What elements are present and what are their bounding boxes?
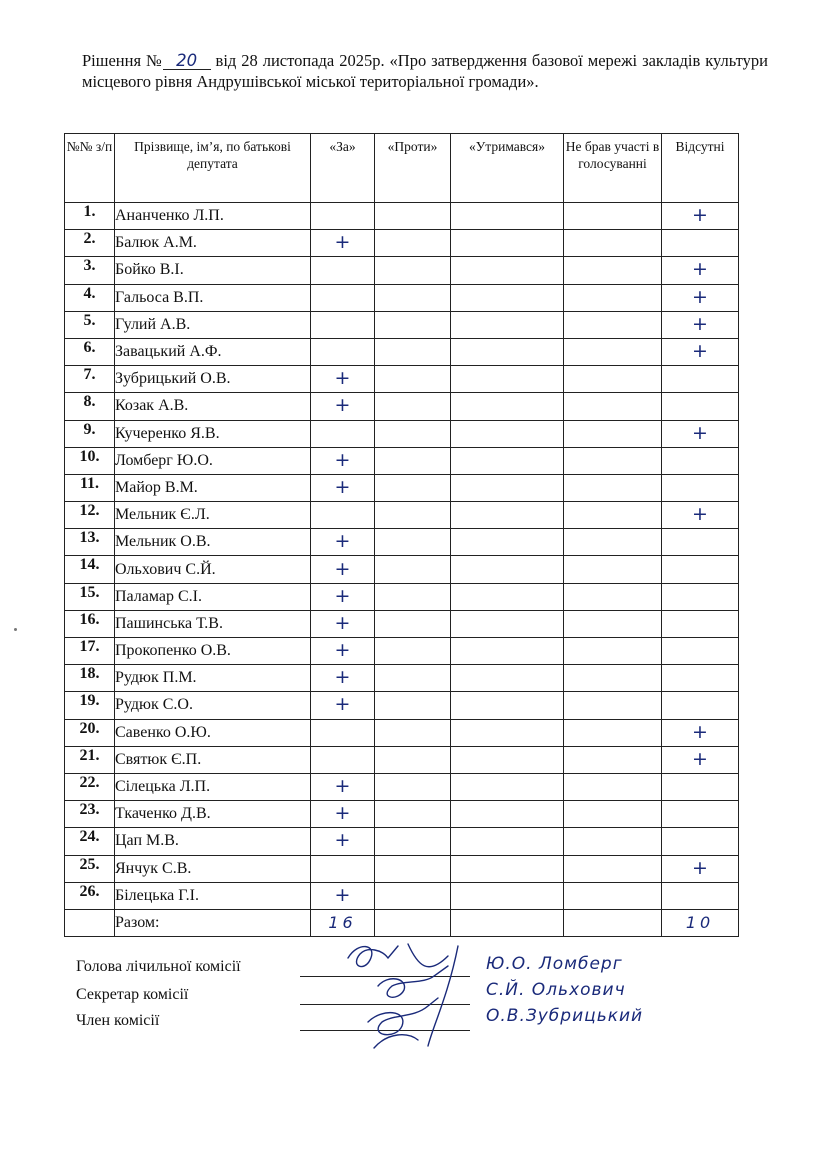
total-num-cell (65, 909, 115, 936)
cell-not-voted (564, 556, 662, 583)
vote-mark: + (334, 367, 351, 390)
cell-for (311, 393, 375, 420)
row-number: 10. (65, 447, 115, 474)
vote-mark: + (334, 611, 351, 634)
vote-mark: + (692, 312, 708, 335)
cell-not-voted (564, 502, 662, 529)
cell-absent (662, 882, 739, 909)
vote-mark: + (334, 775, 351, 798)
cell-not-voted (564, 773, 662, 800)
cell-against (375, 338, 451, 365)
secretary-name: С.Й. Ольхович (486, 980, 626, 1000)
row-number: 25. (65, 855, 115, 882)
deputy-name: Рудюк С.О. (115, 692, 311, 719)
cell-against (375, 855, 451, 882)
vote-mark: + (692, 204, 708, 227)
row-number: 8. (65, 393, 115, 420)
cell-abstain (451, 366, 564, 393)
cell-not-voted (564, 203, 662, 230)
cell-absent (662, 447, 739, 474)
cell-not-voted (564, 311, 662, 338)
table-row (65, 855, 739, 882)
cell-not-voted (564, 855, 662, 882)
cell-abstain (451, 203, 564, 230)
deputy-name: Савенко О.Ю. (115, 719, 311, 746)
cell-for (311, 882, 375, 909)
cell-abstain (451, 447, 564, 474)
deputy-name: Сілецька Л.П. (115, 773, 311, 800)
cell-against (375, 583, 451, 610)
cell-abstain (451, 529, 564, 556)
cell-absent (662, 203, 739, 230)
vote-mark: + (692, 856, 708, 879)
row-number: 13. (65, 529, 115, 556)
table-row (65, 447, 739, 474)
row-number: 1. (65, 203, 115, 230)
cell-abstain (451, 338, 564, 365)
cell-for (311, 828, 375, 855)
decision-heading (82, 50, 768, 92)
cell-for (311, 420, 375, 447)
cell-not-voted (564, 638, 662, 665)
vote-mark: + (692, 720, 708, 743)
cell-not-voted (564, 719, 662, 746)
cell-against (375, 284, 451, 311)
row-number: 18. (65, 665, 115, 692)
table-row (65, 719, 739, 746)
cell-abstain (451, 257, 564, 284)
deputy-name: Святюк Є.П. (115, 746, 311, 773)
cell-for (311, 338, 375, 365)
cell-absent (662, 638, 739, 665)
cell-not-voted (564, 420, 662, 447)
vote-mark: + (334, 530, 351, 553)
deputy-name: Завацький А.Ф. (115, 338, 311, 365)
cell-absent (662, 338, 739, 365)
deputy-name: Бойко В.І. (115, 257, 311, 284)
row-number: 26. (65, 882, 115, 909)
vote-mark: + (334, 693, 351, 716)
cell-absent (662, 420, 739, 447)
deputy-name: Пашинська Т.В. (115, 610, 311, 637)
vote-mark: + (334, 829, 351, 852)
deputy-name: Мельник Є.Л. (115, 502, 311, 529)
deputy-name: Паламар С.І. (115, 583, 311, 610)
cell-against (375, 311, 451, 338)
cell-abstain (451, 746, 564, 773)
header-name: Прізвище, ім’я, по батькові депутата (115, 134, 311, 203)
cell-abstain (451, 855, 564, 882)
total-abstain (451, 909, 564, 936)
cell-not-voted (564, 230, 662, 257)
cell-against (375, 610, 451, 637)
member-label: Член комісії (76, 1012, 160, 1029)
vote-mark: + (334, 557, 351, 580)
cell-against (375, 420, 451, 447)
vote-mark: + (334, 231, 351, 254)
row-number: 4. (65, 284, 115, 311)
deputy-name: Цап М.В. (115, 828, 311, 855)
deputy-name: Ломберг Ю.О. (115, 447, 311, 474)
cell-absent (662, 366, 739, 393)
cell-abstain (451, 311, 564, 338)
cell-abstain (451, 502, 564, 529)
cell-for (311, 773, 375, 800)
table-row (65, 801, 739, 828)
cell-against (375, 230, 451, 257)
cell-absent (662, 556, 739, 583)
cell-against (375, 502, 451, 529)
secretary-label: Секретар комісії (76, 986, 189, 1003)
cell-not-voted (564, 583, 662, 610)
cell-abstain (451, 610, 564, 637)
row-number: 7. (65, 366, 115, 393)
decision-number: 20 (163, 52, 211, 70)
cell-absent (662, 773, 739, 800)
row-number: 24. (65, 828, 115, 855)
row-number: 6. (65, 338, 115, 365)
cell-for (311, 203, 375, 230)
cell-not-voted (564, 692, 662, 719)
cell-absent (662, 502, 739, 529)
table-row (65, 502, 739, 529)
cell-against (375, 393, 451, 420)
header-not-voted: Не брав участі в голосуванні (564, 134, 662, 203)
cell-absent (662, 257, 739, 284)
cell-for (311, 638, 375, 665)
row-number: 22. (65, 773, 115, 800)
deputy-name: Янчук С.В. (115, 855, 311, 882)
table-row (65, 665, 739, 692)
row-number: 9. (65, 420, 115, 447)
header-against: «Проти» (375, 134, 451, 203)
cell-absent (662, 284, 739, 311)
cell-not-voted (564, 665, 662, 692)
header-for: «За» (311, 134, 375, 203)
row-number: 5. (65, 311, 115, 338)
total-row (65, 909, 739, 936)
cell-not-voted (564, 746, 662, 773)
vote-mark: + (334, 475, 351, 498)
cell-for (311, 665, 375, 692)
cell-for (311, 366, 375, 393)
row-number: 14. (65, 556, 115, 583)
deputy-name: Майор В.М. (115, 474, 311, 501)
cell-not-voted (564, 828, 662, 855)
table-row (65, 366, 739, 393)
heading-prefix: Рішення № (82, 51, 163, 70)
cell-absent (662, 311, 739, 338)
cell-absent (662, 393, 739, 420)
vote-mark: + (692, 503, 708, 526)
table-row (65, 393, 739, 420)
deputy-name: Балюк А.М. (115, 230, 311, 257)
cell-abstain (451, 393, 564, 420)
row-number: 11. (65, 474, 115, 501)
cell-abstain (451, 638, 564, 665)
total-for: 16 (311, 909, 375, 936)
deputy-name: Гулий А.В. (115, 311, 311, 338)
table-row (65, 420, 739, 447)
cell-absent (662, 828, 739, 855)
cell-against (375, 366, 451, 393)
cell-abstain (451, 773, 564, 800)
signature-block (76, 954, 756, 1068)
voting-table (64, 133, 739, 937)
cell-for (311, 855, 375, 882)
cell-absent (662, 801, 739, 828)
vote-mark: + (692, 421, 708, 444)
total-not-voted (564, 909, 662, 936)
cell-abstain (451, 284, 564, 311)
header-abstain: «Утримався» (451, 134, 564, 203)
cell-for (311, 230, 375, 257)
table-row (65, 556, 739, 583)
cell-against (375, 447, 451, 474)
cell-against (375, 665, 451, 692)
row-number: 17. (65, 638, 115, 665)
vote-mark: + (334, 802, 351, 825)
cell-not-voted (564, 284, 662, 311)
cell-absent (662, 855, 739, 882)
vote-mark: + (334, 394, 351, 417)
cell-abstain (451, 420, 564, 447)
cell-absent (662, 474, 739, 501)
table-row (65, 311, 739, 338)
cell-not-voted (564, 882, 662, 909)
row-number: 3. (65, 257, 115, 284)
table-row (65, 610, 739, 637)
cell-against (375, 801, 451, 828)
deputy-name: Козак А.В. (115, 393, 311, 420)
row-number: 19. (65, 692, 115, 719)
cell-for (311, 719, 375, 746)
cell-absent (662, 692, 739, 719)
vote-mark: + (334, 666, 351, 689)
chair-label: Голова лічильної комісії (76, 958, 241, 975)
deputy-name: Гальоса В.П. (115, 284, 311, 311)
cell-for (311, 746, 375, 773)
cell-abstain (451, 801, 564, 828)
table-row (65, 773, 739, 800)
cell-absent (662, 583, 739, 610)
header-absent: Відсутні (662, 134, 739, 203)
cell-abstain (451, 556, 564, 583)
table-row (65, 338, 739, 365)
cell-for (311, 529, 375, 556)
cell-absent (662, 529, 739, 556)
cell-for (311, 692, 375, 719)
row-number: 16. (65, 610, 115, 637)
total-against (375, 909, 451, 936)
cell-not-voted (564, 447, 662, 474)
vote-mark: + (334, 639, 351, 662)
cell-against (375, 882, 451, 909)
vote-mark: + (692, 285, 708, 308)
cell-not-voted (564, 474, 662, 501)
cell-abstain (451, 583, 564, 610)
cell-absent (662, 665, 739, 692)
cell-against (375, 474, 451, 501)
table-body (65, 203, 739, 937)
cell-abstain (451, 665, 564, 692)
handwritten-signatures (338, 936, 558, 1066)
table-header-row (65, 134, 739, 203)
cell-for (311, 284, 375, 311)
row-number: 2. (65, 230, 115, 257)
cell-abstain (451, 828, 564, 855)
row-number: 12. (65, 502, 115, 529)
table-row (65, 230, 739, 257)
vote-mark: + (334, 883, 351, 906)
table-row (65, 638, 739, 665)
cell-absent (662, 230, 739, 257)
row-number: 20. (65, 719, 115, 746)
cell-against (375, 719, 451, 746)
deputy-name: Зубрицький О.В. (115, 366, 311, 393)
cell-not-voted (564, 529, 662, 556)
cell-against (375, 529, 451, 556)
table-row (65, 529, 739, 556)
cell-not-voted (564, 801, 662, 828)
total-label: Разом: (115, 909, 311, 936)
cell-against (375, 203, 451, 230)
deputy-name: Рудюк П.М. (115, 665, 311, 692)
cell-absent (662, 746, 739, 773)
table-row (65, 284, 739, 311)
cell-abstain (451, 719, 564, 746)
chair-name: Ю.О. Ломберг (486, 954, 623, 974)
cell-abstain (451, 882, 564, 909)
member-name: О.В.Зубрицький (486, 1006, 644, 1026)
row-number: 21. (65, 746, 115, 773)
vote-mark: + (692, 258, 708, 281)
cell-against (375, 692, 451, 719)
table-row (65, 692, 739, 719)
cell-absent (662, 610, 739, 637)
deputy-name: Прокопенко О.В. (115, 638, 311, 665)
total-absent: 10 (662, 909, 739, 936)
deputy-name: Білецька Г.І. (115, 882, 311, 909)
deputy-name: Мельник О.В. (115, 529, 311, 556)
cell-against (375, 638, 451, 665)
cell-abstain (451, 692, 564, 719)
cell-against (375, 556, 451, 583)
row-number: 15. (65, 583, 115, 610)
scan-speck (14, 628, 17, 631)
deputy-name: Ольхович С.Й. (115, 556, 311, 583)
cell-abstain (451, 230, 564, 257)
cell-for (311, 447, 375, 474)
deputy-name: Ткаченко Д.В. (115, 801, 311, 828)
cell-against (375, 746, 451, 773)
cell-against (375, 828, 451, 855)
cell-for (311, 257, 375, 284)
row-number: 23. (65, 801, 115, 828)
header-num: №№ з/п (65, 134, 115, 203)
cell-for (311, 502, 375, 529)
cell-abstain (451, 474, 564, 501)
cell-absent (662, 719, 739, 746)
cell-for (311, 801, 375, 828)
cell-for (311, 474, 375, 501)
cell-not-voted (564, 338, 662, 365)
heading-title: від 28 листопада 2025р. «Про затвердження базової мережі закладів культури місцевого рівня Андрушівської міської територіальної громади». (82, 51, 768, 91)
deputy-name: Ананченко Л.П. (115, 203, 311, 230)
cell-against (375, 773, 451, 800)
cell-for (311, 583, 375, 610)
cell-against (375, 257, 451, 284)
vote-mark: + (334, 448, 351, 471)
cell-for (311, 610, 375, 637)
vote-mark: + (692, 340, 708, 363)
table-row (65, 203, 739, 230)
table-row (65, 828, 739, 855)
table-row (65, 746, 739, 773)
vote-mark: + (692, 747, 708, 770)
cell-for (311, 556, 375, 583)
cell-not-voted (564, 610, 662, 637)
table-row (65, 583, 739, 610)
cell-not-voted (564, 257, 662, 284)
cell-not-voted (564, 366, 662, 393)
deputy-name: Кучеренко Я.В. (115, 420, 311, 447)
table-row (65, 257, 739, 284)
vote-mark: + (334, 584, 351, 607)
table-row (65, 882, 739, 909)
table-row (65, 474, 739, 501)
cell-for (311, 311, 375, 338)
cell-not-voted (564, 393, 662, 420)
